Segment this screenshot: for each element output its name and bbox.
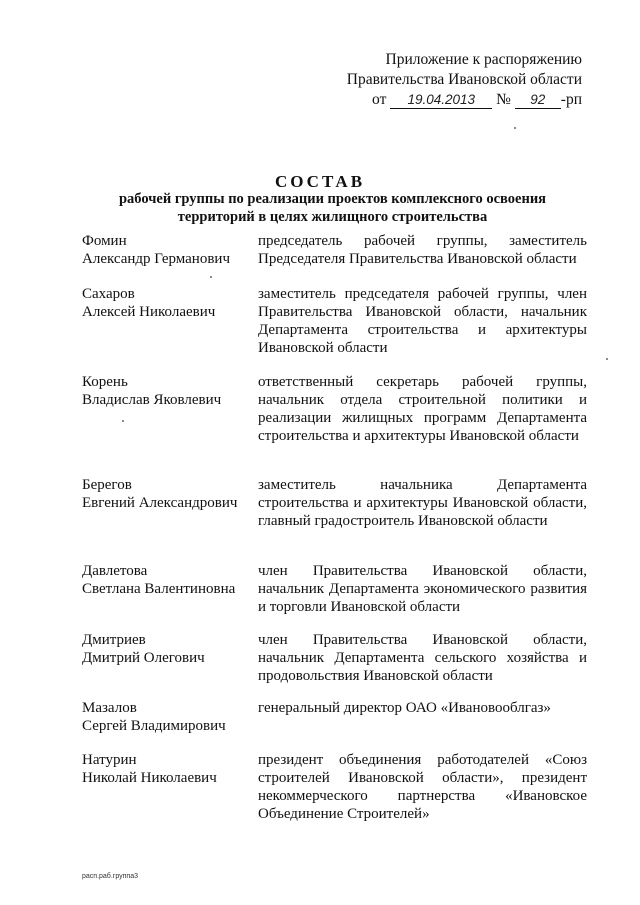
- member-name: [82, 631, 252, 667]
- member-role: член Правительства Ивановской области, начальник Департамента экономического развития и торговли Ивановской области: [258, 563, 587, 615]
- member-given-name: Владислав Яковлевич: [82, 392, 222, 408]
- document-title: СОСТАВ: [274, 172, 366, 191]
- appendix-line-1: Приложение к распоряжению: [385, 51, 582, 68]
- appendix-header: [347, 50, 582, 110]
- member-surname: Корень: [82, 374, 128, 390]
- member-surname: Сахаров: [82, 286, 135, 302]
- number-label: №: [496, 91, 511, 108]
- member-surname: Дмитриев: [82, 632, 146, 648]
- member-surname: Мазалов: [82, 700, 137, 716]
- member-name: [82, 562, 252, 598]
- member-role: член Правительства Ивановской области, начальник Департамента сельского хозяйства и продовольствия Ивановской области: [258, 632, 587, 684]
- member-role: заместитель начальника Департамента строительства и архитектуры Ивановской области, главный градостроитель Ивановской области: [258, 477, 587, 529]
- member-name: [82, 476, 252, 512]
- appendix-line-2: Правительства Ивановской области: [346, 71, 582, 88]
- member-given-name: Александр Германович: [82, 251, 230, 267]
- member-given-name: Николай Николаевич: [82, 770, 217, 786]
- member-given-name: Сергей Владимирович: [82, 718, 226, 734]
- member-surname: Натурин: [82, 752, 137, 768]
- scan-speck: [122, 420, 124, 422]
- handwritten-date: 19.04.2013: [390, 92, 492, 109]
- order-suffix: -рп: [560, 91, 582, 108]
- member-given-name: Дмитрий Олегович: [82, 650, 205, 666]
- member-name: [82, 373, 252, 409]
- member-given-name: Евгений Александрович: [82, 495, 238, 511]
- member-given-name: Светлана Валентиновна: [82, 581, 236, 597]
- member-given-name: Алексей Николаевич: [82, 304, 216, 320]
- member-name: [82, 285, 252, 321]
- handwritten-number: 92: [515, 92, 561, 109]
- scan-speck: [514, 127, 516, 129]
- member-role: ответственный секретарь рабочей группы, начальник отдела строительной политики и реализации жилищных программ Департамента строительства и архитектуры Ивановской области: [258, 374, 587, 444]
- member-surname: Давлетова: [82, 563, 148, 579]
- member-name: [82, 751, 252, 787]
- member-role: генеральный директор ОАО «Ивановооблгаз»: [258, 700, 551, 716]
- member-name: [82, 699, 252, 735]
- member-role: президент объединения работодателей «Союз строителей Ивановской области», президент некоммерческого партнерства «Ивановское Объединение Строителей»: [258, 752, 587, 822]
- document-subtitle: рабочей группы по реализации проектов комплексного освоения территорий в целях жилищного строительства: [118, 191, 547, 225]
- scan-speck: [210, 276, 212, 278]
- member-surname: Берегов: [82, 477, 132, 493]
- file-footer: расп.раб.группа3: [82, 873, 138, 880]
- member-surname: Фомин: [82, 233, 127, 249]
- from-label: от: [372, 91, 387, 108]
- member-name: [82, 232, 252, 268]
- appendix-date-line: [347, 90, 582, 110]
- scan-speck: [606, 358, 608, 360]
- member-role: председатель рабочей группы, заместитель Председателя Правительства Ивановской области: [258, 233, 587, 267]
- member-role: заместитель председателя рабочей группы, член Правительства Ивановской области, начальник Департамента строительства и архитектуры Ивановской области: [258, 286, 587, 356]
